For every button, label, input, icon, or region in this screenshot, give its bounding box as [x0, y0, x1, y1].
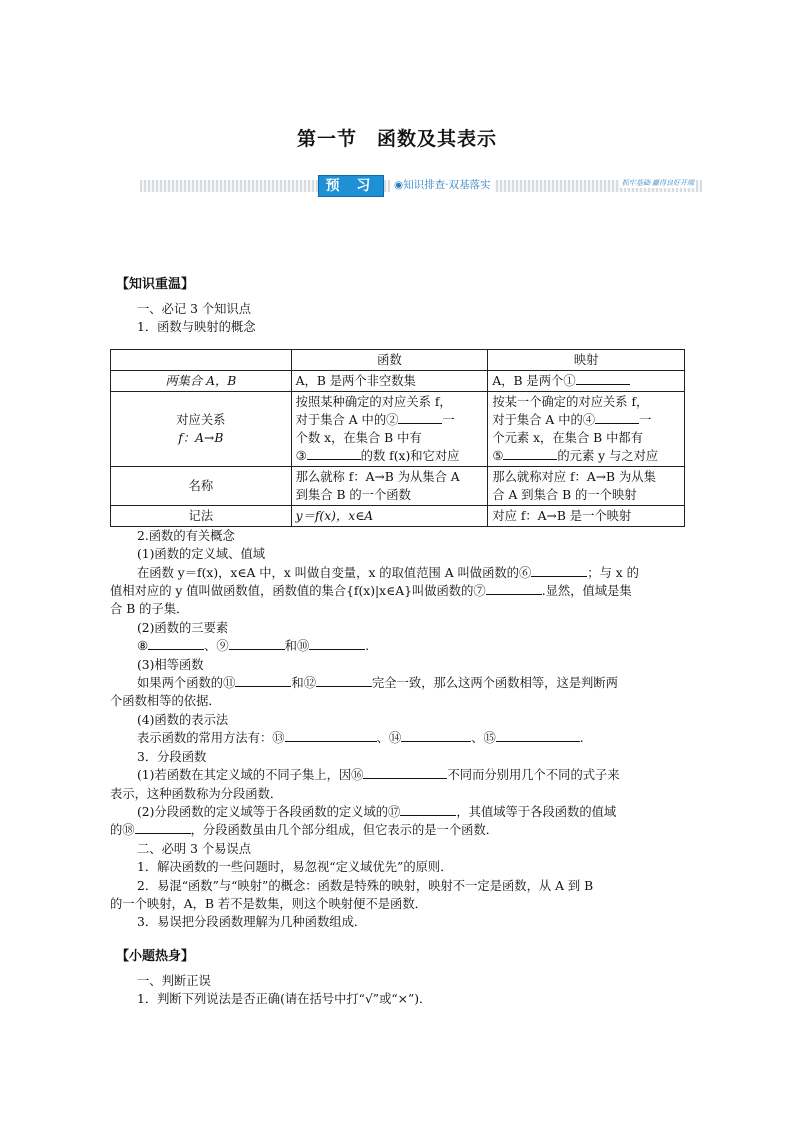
main-content	[110, 276, 685, 1009]
table-row	[111, 466, 685, 505]
must-remember-heading: 一、必记 3 个知识点	[137, 302, 252, 316]
cell-text: 个元素 x，在集合 B 中都有	[492, 430, 643, 445]
answer-blank	[363, 766, 447, 779]
cell-text: 的元素 y 与之对应	[557, 448, 659, 463]
text: 在函数 y＝f(x)，x∈A 中，x 叫做自变量，x 的取值范围 A 叫做函数的⑥	[137, 565, 532, 580]
table-header-cell: 映射	[488, 349, 685, 370]
table-cell	[488, 466, 685, 505]
text: 完全一致，那么这两个函数相等，这是判断两	[372, 676, 618, 691]
answer-blank	[401, 729, 471, 742]
banner-subtitle-text: 知识排查·双基落实	[403, 179, 491, 191]
cell-text: 一	[442, 412, 455, 427]
table-cell	[291, 391, 488, 466]
text: 不同而分别用几个不同的式子来	[447, 768, 620, 783]
text: 值相对应的 y 值叫做函数值，函数值的集合{f(x)|x∈A}叫做函数的⑦	[110, 584, 486, 599]
table-header-row	[111, 349, 685, 370]
cell-text: 那么就称 f：A→B 为从集合 A	[295, 469, 460, 484]
table-cell	[291, 466, 488, 505]
answer-blank	[235, 674, 291, 687]
text: 表示函数的常用方法有：⑬	[137, 731, 285, 746]
cell-text: 对于集合 A 中的④	[492, 412, 596, 427]
table-cell: 两集合 A，B	[111, 370, 292, 391]
answer-blank	[148, 637, 204, 650]
banner-subtitle	[390, 176, 495, 194]
item3-heading: 3．分段函数	[137, 749, 207, 764]
text: 和⑫	[291, 676, 316, 691]
paragraph	[110, 729, 685, 747]
table-cell: 名称	[111, 466, 292, 505]
paragraph	[110, 766, 685, 784]
cell-text: 到集合 B 的一个函数	[295, 487, 411, 502]
text: (1)若函数在其定义域的不同子集上，因⑯	[137, 768, 364, 783]
must-know-heading: 二、必明 3 个易误点	[137, 841, 252, 856]
warmup-heading: 【小题热身】	[116, 948, 195, 964]
table-header-cell	[111, 349, 292, 370]
item1-heading: 1．函数与映射的概念	[137, 320, 256, 335]
text: .显然，值域是集	[541, 584, 632, 599]
text: 、⑮	[471, 731, 496, 746]
paragraph: 1．解决函数的一些问题时，易忽视“定义域优先”的原则．	[137, 860, 453, 875]
answer-blank	[135, 821, 191, 834]
answer-blank	[229, 637, 285, 650]
table-row	[111, 370, 685, 391]
paragraph: 合 B 的子集．	[110, 602, 189, 617]
sub4-heading: (4)函数的表示法	[137, 712, 229, 727]
answer-blank	[531, 564, 587, 577]
cell-text: 合 A 到集合 B 的一个映射	[492, 487, 637, 502]
paragraph: 2．易混“函数”与“映射”的概念：函数是特殊的映射，映射不一定是函数，从 A 到 B	[137, 878, 594, 893]
paragraph: 3．易误把分段函数理解为几种函数组成．	[137, 915, 367, 930]
page-title: 第一节 函数及其表示	[296, 128, 497, 150]
paragraph	[110, 821, 685, 839]
cell-text: ③	[295, 448, 307, 463]
paragraph	[110, 637, 685, 655]
table-cell	[488, 370, 685, 391]
cell-text: 对于集合 A 中的②	[295, 412, 399, 427]
item2-heading: 2.函数的有关概念	[137, 528, 235, 543]
table-cell: A，B 是两个非空数集	[291, 370, 488, 391]
text: 、⑨	[204, 639, 229, 654]
paragraph	[110, 564, 685, 582]
sub2-heading: (2)函数的三要素	[137, 620, 229, 635]
cell-text: 那么就称对应 f：A→B 为从集	[492, 469, 656, 484]
concept-table	[110, 349, 685, 527]
banner-right-text: 抓牢基础·赢得良好开端	[621, 179, 694, 187]
cell-text: 对应关系	[176, 412, 226, 427]
cell-text: 按照某种确定的对应关系 f，	[295, 394, 452, 409]
cell-text: 个数 x，在集合 B 中有	[295, 430, 422, 445]
answer-blank	[595, 411, 639, 424]
table-header-cell: 函数	[291, 349, 488, 370]
table-cell: y＝f(x)，x∈A	[291, 505, 488, 526]
cell-text: 一	[639, 412, 652, 427]
text: .	[579, 731, 584, 746]
paragraph: 1．判断下列说法是否正确(请在括号中打“√”或“×”)．	[137, 992, 432, 1007]
table-cell	[111, 391, 292, 466]
text: (2)分段函数的定义域等于各段函数的定义域的⑰	[137, 804, 401, 819]
text: ⑧	[137, 639, 149, 654]
table-cell	[488, 391, 685, 466]
table-cell: 记法	[111, 505, 292, 526]
paragraph	[110, 582, 685, 600]
answer-blank	[496, 729, 580, 742]
cell-text: f：A→B	[178, 430, 224, 445]
table-row	[111, 391, 685, 466]
text: ；与 x 的	[587, 565, 639, 580]
answer-blank	[576, 372, 630, 385]
answer-blank	[316, 674, 372, 687]
table-cell: 对应 f：A→B 是一个映射	[488, 505, 685, 526]
judge-heading: 一、判断正误	[137, 973, 211, 988]
text: 如果两个函数的⑪	[137, 676, 236, 691]
cell-text: ⑤	[492, 448, 504, 463]
paragraph	[110, 803, 685, 821]
paragraph: 的一个映射，A，B 若不是数集，则这个映射便不是函数．	[110, 896, 427, 911]
answer-blank	[503, 447, 557, 460]
text: 和⑩	[284, 639, 310, 654]
table-row	[111, 505, 685, 526]
text: 的⑱	[110, 823, 135, 838]
answer-blank	[398, 411, 442, 424]
sub1-heading: (1)函数的定义域、值域	[137, 547, 266, 562]
sub3-heading: (3)相等函数	[137, 657, 204, 672]
cell-text: 按某一个确定的对应关系 f，	[492, 394, 649, 409]
paragraph	[110, 674, 685, 692]
text: ，其值域等于各段函数的值域	[456, 804, 617, 819]
answer-blank	[486, 582, 542, 595]
banner-label: 预 习	[318, 175, 384, 197]
answer-blank	[400, 803, 456, 816]
knowledge-heading: 【知识重温】	[116, 277, 195, 292]
text: 、⑭	[376, 731, 402, 746]
cell-text: 的数 f(x)和它对应	[360, 448, 460, 463]
answer-blank	[309, 637, 365, 650]
answer-blank	[285, 729, 377, 742]
text: .	[365, 639, 370, 654]
answer-blank	[307, 447, 361, 460]
circle-dot-icon: ◉	[394, 179, 404, 191]
text: ，分段函数虽由几个部分组成，但它表示的是一个函数．	[190, 823, 499, 838]
cell-text: A，B 是两个①	[492, 373, 576, 388]
paragraph: 个函数相等的依据．	[110, 694, 221, 709]
paragraph: 表示，这种函数称为分段函数．	[110, 786, 283, 801]
preview-banner	[140, 172, 702, 202]
